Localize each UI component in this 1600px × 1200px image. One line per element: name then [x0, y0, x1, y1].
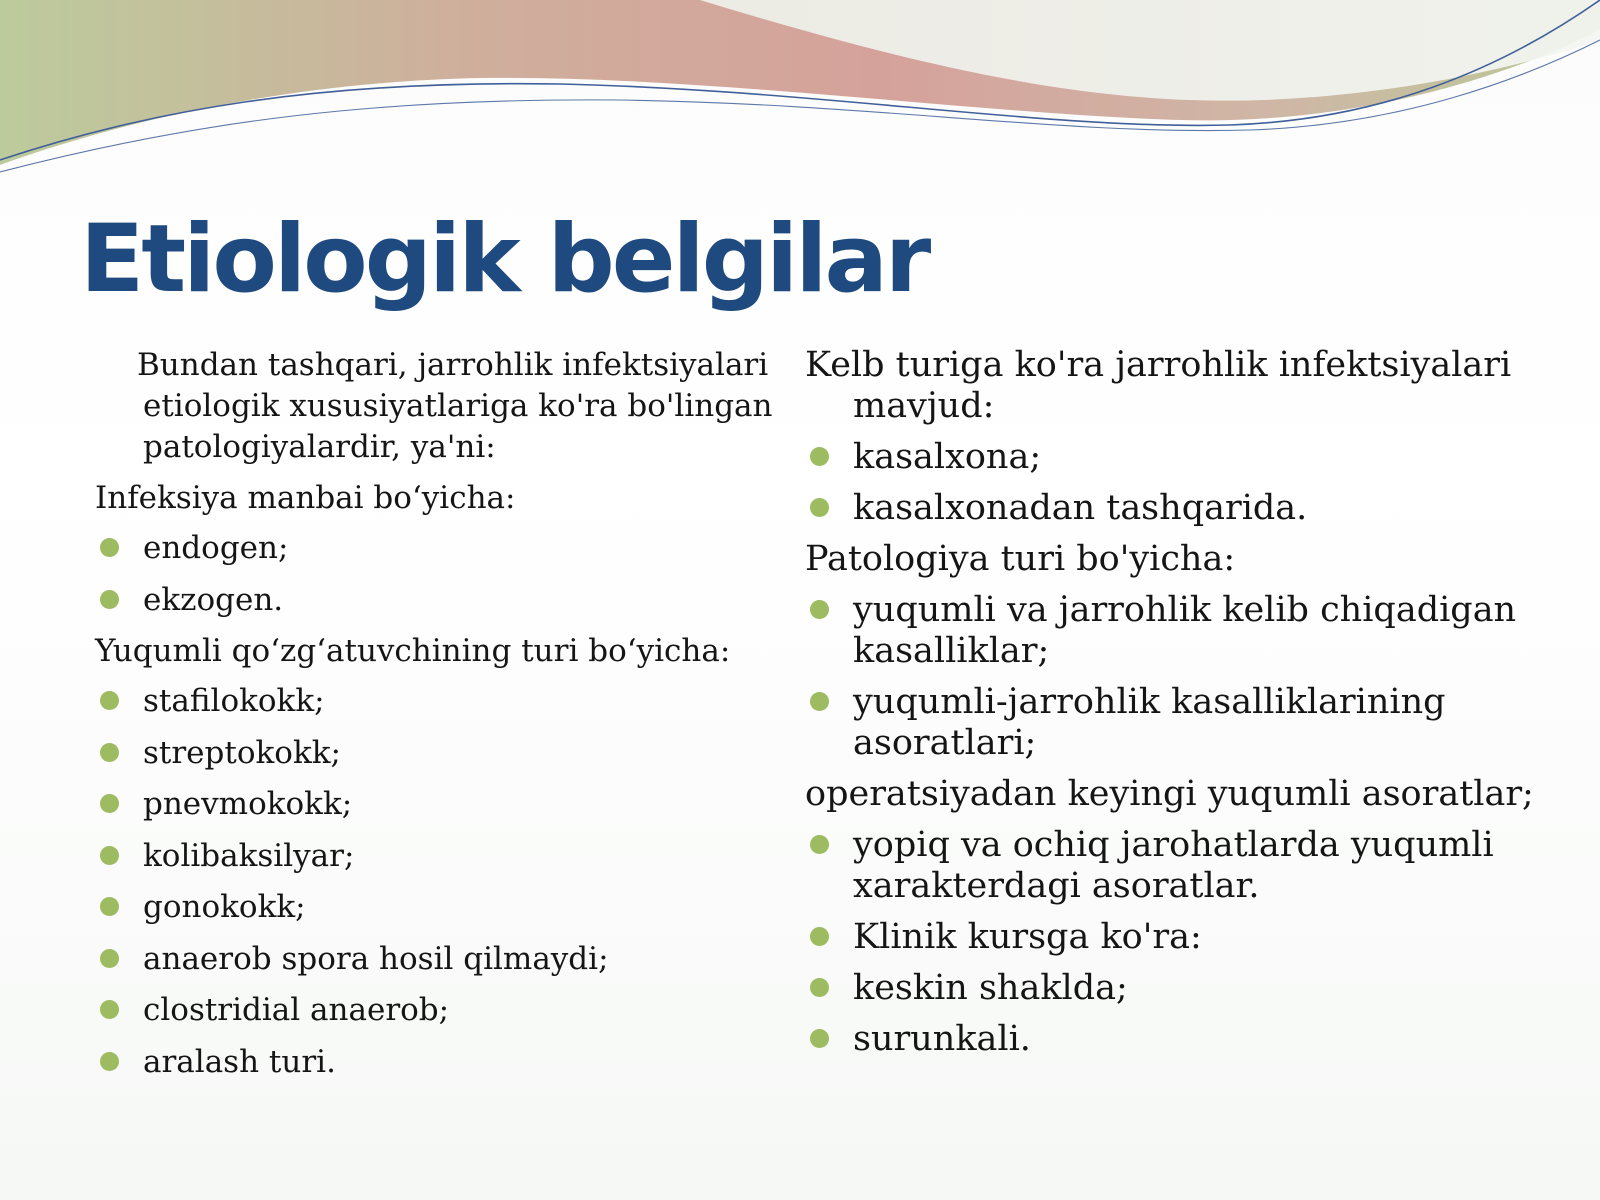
- bullet-dot: [810, 498, 829, 517]
- bullet-dot: [100, 846, 119, 865]
- list-item: anaerob spora hosil qilmaydi;: [95, 939, 775, 991]
- list-item: pnevmokokk;: [95, 784, 775, 836]
- bullet-dot: [100, 590, 119, 609]
- group-heading-pathogen: Yuqumli qo‘zg‘atuvchining turi bo‘yicha:: [95, 633, 731, 669]
- bullet-dot: [810, 1029, 829, 1048]
- bullet-dot: [100, 949, 119, 968]
- bullet-dot: [100, 691, 119, 710]
- list-item: keskin shaklda;: [805, 968, 1585, 1009]
- bullet-dot: [810, 692, 829, 711]
- list-item: kasalxonadan tashqarida.: [805, 488, 1585, 529]
- left-column: [95, 345, 775, 1093]
- list-item: gonokokk;: [95, 887, 775, 939]
- slide-title: Etiologik belgilar: [80, 205, 929, 314]
- intro-paragraph: Bundan tashqari, jarrohlik infektsiyalari etiologik xususiyatlariga ko'ra bo'lingan patologiyalardir, ya'ni:: [137, 347, 773, 465]
- bullet-dot: [100, 743, 119, 762]
- header-wave-decoration: [0, 0, 1600, 200]
- list-item: kolibaksilyar;: [95, 836, 775, 888]
- list-item: surunkali.: [805, 1019, 1585, 1060]
- bullet-dot: [100, 897, 119, 916]
- list-item: clostridial anaerob;: [95, 990, 775, 1042]
- bullet-dot: [100, 1052, 119, 1071]
- list-item: aralash turi.: [95, 1042, 775, 1094]
- right-column: [805, 345, 1585, 1070]
- bullet-dot: [810, 600, 829, 619]
- heading-postoperative: operatsiyadan keyingi yuqumli asoratlar;: [805, 774, 1534, 814]
- heading-kind: Kelb turiga ko'ra jarrohlik infektsiyalari mavjud:: [805, 345, 1512, 426]
- list-item: stafilokokk;: [95, 681, 775, 733]
- list-item: yuqumli-jarrohlik kasalliklarining asoratlari;: [805, 682, 1585, 764]
- list-item: Klinik kursga ko'ra:: [805, 917, 1585, 958]
- list-item: yopiq va ochiq jarohatlarda yuqumli xarakterdagi asoratlar.: [805, 825, 1585, 907]
- bullet-dot: [100, 1000, 119, 1019]
- list-item: kasalxona;: [805, 437, 1585, 478]
- list-item: streptokokk;: [95, 733, 775, 785]
- bullet-dot: [100, 538, 119, 557]
- bullet-dot: [100, 794, 119, 813]
- list-item: yuqumli va jarrohlik kelib chiqadigan kasalliklar;: [805, 590, 1585, 672]
- bullet-dot: [810, 927, 829, 946]
- list-item: endogen;: [95, 528, 775, 580]
- bullet-dot: [810, 978, 829, 997]
- list-item: ekzogen.: [95, 580, 775, 632]
- bullet-dot: [810, 835, 829, 854]
- group-heading-source: Infeksiya manbai bo‘yicha:: [95, 480, 516, 516]
- bullet-dot: [810, 447, 829, 466]
- heading-pathology: Patologiya turi bo'yicha:: [805, 539, 1236, 579]
